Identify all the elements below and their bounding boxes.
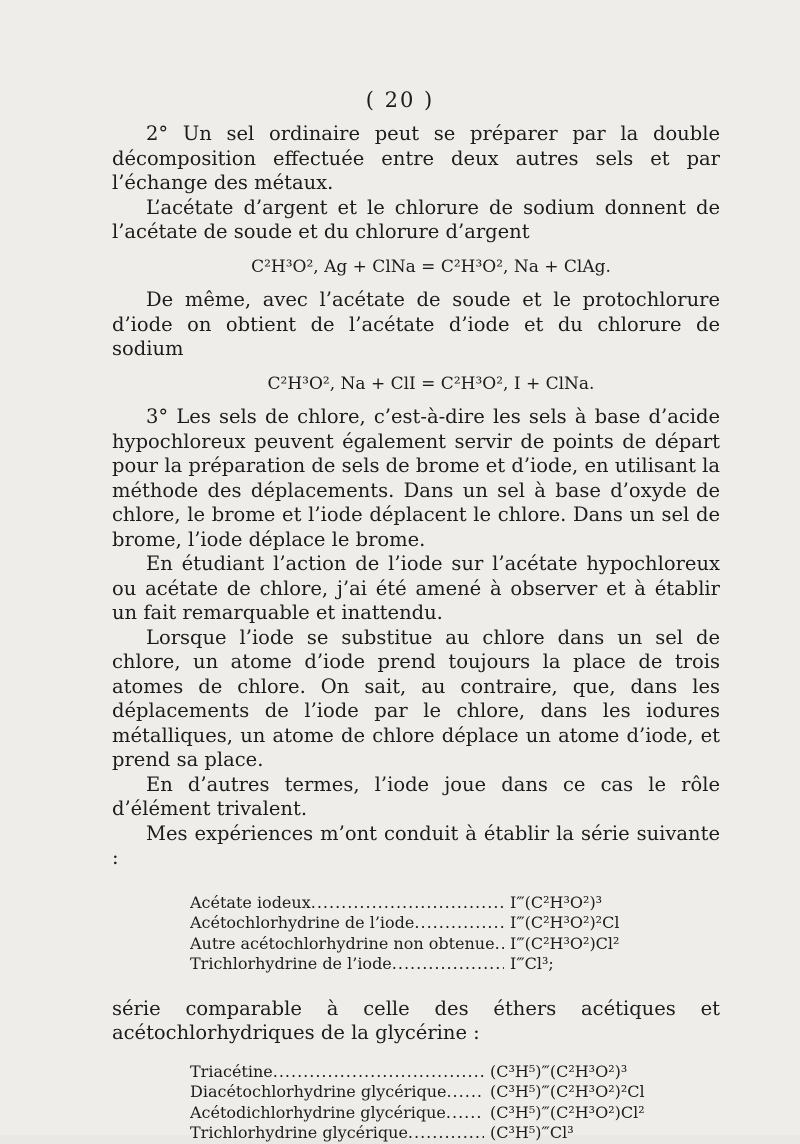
leader-dots [408,1123,484,1144]
page-body [112,122,720,1144]
paragraph-6: Lorsque l’iode se substitue au chlore dans un sel de chlore, un atome d’iode prend toujours la place de trois atomes de chlore. On sait, au contraire, que, dans les déplacements de l’iode par le chlore, dans les iodures métalliques, un atome de chlore déplace un atome d’iode, et prend sa place. [112,625,720,771]
table-row [190,954,690,975]
page-number: ( 20 ) [365,88,435,112]
table-row [190,1103,690,1124]
compound-name: Diacétochlorhydrine glycérique [190,1082,447,1101]
compound-formula: (C³H⁵)‴Cl³ [490,1123,574,1142]
leader-dots [414,913,504,934]
table-row [190,913,690,934]
leader-dots [392,954,504,975]
compound-name: Autre acétochlorhydrine non obtenue [190,933,495,953]
table-row [190,893,690,914]
glycerine-series-table [190,1062,690,1144]
paragraph-2: L’acétate d’argent et le chlorure de sodium donnent de l’acétate de soude et du chlorure d’argent [112,195,720,243]
leader-dots [495,934,504,955]
leader-dots [273,1062,484,1083]
paragraph-7: En d’autres termes, l’iode joue dans ce cas le rôle d’élément trivalent. [112,772,720,820]
compound-formula: (C³H⁵)‴(C²H³O²)²Cl [490,1082,645,1101]
table-row [190,934,690,955]
paragraph-3: De même, avec l’acétate de soude et le protochlorure d’iode on obtient de l’acétate d’iode et du chlorure de sodium [112,288,720,360]
equation-1: C²H³O², Ag + ClNa = C²H³O², Na + ClAg. [251,256,611,277]
paragraph-8: Mes expériences m’ont conduit à établir la série suivante : [112,821,720,869]
equation-2: C²H³O², Na + ClI = C²H³O², I + ClNa. [267,373,595,394]
compound-name: Acétochlorhydrine de l’iode [190,913,415,932]
table-row [190,1062,690,1083]
compound-formula: (C³H⁵)‴(C²H³O²)Cl² [490,1102,645,1122]
compound-formula: I‴(C²H³O²)²Cl [510,913,620,932]
leader-dots [446,1082,484,1103]
table-row [190,1082,690,1103]
leader-dots [446,1103,484,1124]
leader-dots [311,893,504,914]
table-row [190,1123,690,1144]
paragraph-5: En étudiant l’action de l’iode sur l’acétate hypochloreux ou acétate de chlore, j’ai été amené à observer et à établir un fait remarquable et inattendu. [112,552,720,624]
compound-name: Trichlorhydrine glycérique [190,1123,408,1142]
compound-name: Acétate iodeux [190,892,311,912]
compound-formula: I‴Cl³; [510,954,554,973]
paragraph-4: 3° Les sels de chlore, c’est-à-dire les sels à base d’acide hypochloreux peuvent également servir de points de départ pour la préparation de sels de brome et d’iode, en utilisant la méthode des déplacements. Dans un sel à base d’oxyde de chlore, le brome et l’iode déplacent le chlore. Dans un sel de brome, l’iode déplace le brome. [112,405,720,551]
compound-name: Acétodichlorhydrine glycérique [190,1102,446,1122]
compound-name: Triacétine [190,1061,273,1081]
compound-formula: (C³H⁵)‴(C²H³O²)³ [490,1061,628,1081]
paragraph-1: 2° Un sel ordinaire peut se préparer par la double décomposition effectuée entre deux autres sels et par l’échange des métaux. [112,122,720,194]
iodine-series-table [190,893,690,975]
compound-formula: I‴(C²H³O²)Cl² [510,933,620,953]
compound-formula: I‴(C²H³O²)³ [510,892,603,912]
compound-name: Trichlorhydrine de l’iode [190,954,392,973]
paragraph-9: série comparable à celle des éthers acétiques et acétochlorhydriques de la glycérine : [112,996,720,1044]
